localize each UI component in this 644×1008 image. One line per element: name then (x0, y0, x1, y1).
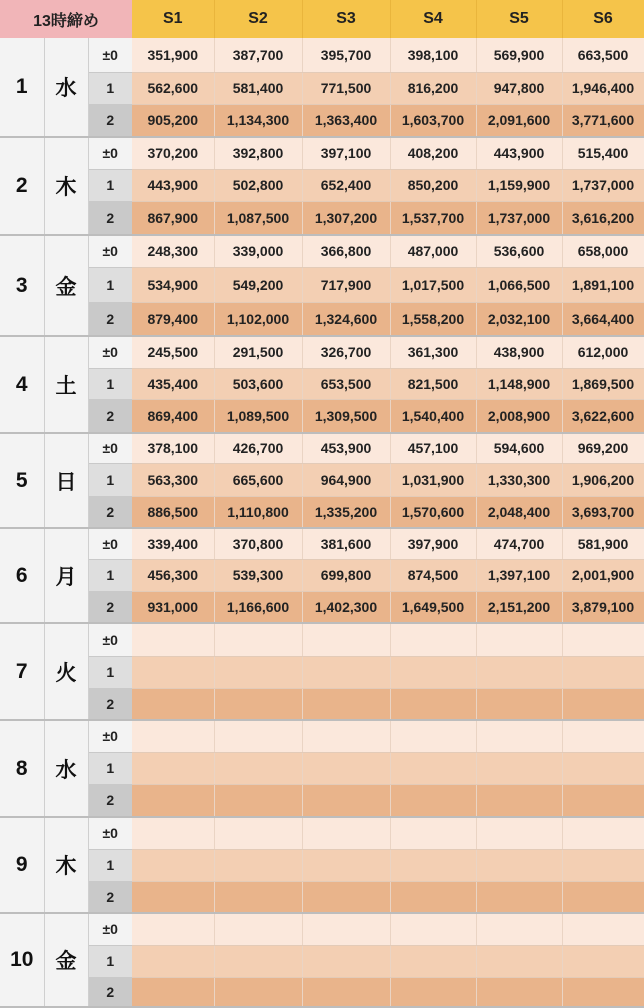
value-cell-s4[interactable]: 1,558,200 (390, 302, 476, 336)
value-cell-s2[interactable]: 549,200 (214, 267, 302, 302)
value-cell-s3[interactable] (302, 977, 390, 1007)
value-cell-s6[interactable]: 3,879,100 (562, 591, 644, 623)
value-cell-s1[interactable] (132, 720, 214, 752)
value-cell-s1[interactable]: 534,900 (132, 267, 214, 302)
table-row (0, 72, 644, 104)
table-row (0, 945, 644, 977)
value-cell-s5[interactable] (476, 977, 562, 1007)
offset-label: ±0 (88, 433, 132, 463)
value-cell-s2[interactable] (214, 849, 302, 881)
offset-label: 2 (88, 104, 132, 137)
value-cell-s2[interactable]: 370,800 (214, 528, 302, 559)
value-cell-s6[interactable] (562, 623, 644, 656)
value-cell-s6[interactable]: 3,693,700 (562, 496, 644, 528)
value-cell-s2[interactable]: 1,166,600 (214, 591, 302, 623)
day-of-week: 金 (44, 235, 88, 336)
value-cell-s4[interactable]: 1,570,600 (390, 496, 476, 528)
value-cell-s2[interactable] (214, 720, 302, 752)
day-number: 7 (0, 623, 44, 720)
value-cell-s2[interactable]: 1,087,500 (214, 201, 302, 235)
value-cell-s1[interactable]: 931,000 (132, 591, 214, 623)
value-cell-s5[interactable]: 1,148,900 (476, 368, 562, 399)
day-number: 4 (0, 336, 44, 433)
value-cell-s6[interactable]: 3,616,200 (562, 201, 644, 235)
table-row (0, 913, 644, 945)
value-cell-s6[interactable]: 612,000 (562, 336, 644, 368)
value-cell-s4[interactable] (390, 688, 476, 720)
value-cell-s6[interactable] (562, 752, 644, 784)
table-row (0, 201, 644, 235)
value-cell-s5[interactable] (476, 784, 562, 817)
value-cell-s2[interactable] (214, 881, 302, 913)
value-cell-s5[interactable]: 2,048,400 (476, 496, 562, 528)
value-cell-s2[interactable]: 539,300 (214, 559, 302, 591)
offset-label: 1 (88, 945, 132, 977)
value-cell-s6[interactable] (562, 656, 644, 688)
table-row (0, 368, 644, 399)
table-row (0, 463, 644, 496)
value-cell-s4[interactable]: 397,900 (390, 528, 476, 559)
value-cell-s4[interactable]: 821,500 (390, 368, 476, 399)
offset-label: 1 (88, 267, 132, 302)
table-row (0, 817, 644, 849)
value-cell-s6[interactable]: 581,900 (562, 528, 644, 559)
offset-label: 1 (88, 463, 132, 496)
value-cell-s6[interactable]: 658,000 (562, 235, 644, 267)
offset-label: 2 (88, 784, 132, 817)
offset-label: ±0 (88, 817, 132, 849)
value-cell-s1[interactable] (132, 784, 214, 817)
value-cell-s3[interactable] (302, 656, 390, 688)
offset-label: ±0 (88, 623, 132, 656)
value-cell-s2[interactable]: 392,800 (214, 137, 302, 169)
value-cell-s2[interactable]: 426,700 (214, 433, 302, 463)
value-cell-s6[interactable] (562, 784, 644, 817)
table-row (0, 591, 644, 623)
value-cell-s2[interactable]: 503,600 (214, 368, 302, 399)
offset-label: 1 (88, 169, 132, 201)
value-cell-s4[interactable]: 1,603,700 (390, 104, 476, 137)
value-cell-s1[interactable] (132, 623, 214, 656)
value-cell-s1[interactable]: 562,600 (132, 72, 214, 104)
value-cell-s2[interactable] (214, 945, 302, 977)
offset-label: 2 (88, 977, 132, 1007)
value-cell-s4[interactable]: 816,200 (390, 72, 476, 104)
table-row (0, 784, 644, 817)
day-of-week: 水 (44, 38, 88, 137)
offset-label: 1 (88, 559, 132, 591)
value-cell-s5[interactable] (476, 623, 562, 656)
value-cell-s5[interactable] (476, 817, 562, 849)
value-cell-s3[interactable]: 381,600 (302, 528, 390, 559)
value-cell-s4[interactable]: 1,540,400 (390, 399, 476, 433)
value-cell-s5[interactable]: 536,600 (476, 235, 562, 267)
value-cell-s3[interactable]: 366,800 (302, 235, 390, 267)
value-cell-s6[interactable]: 515,400 (562, 137, 644, 169)
value-cell-s2[interactable] (214, 913, 302, 945)
value-cell-s3[interactable] (302, 784, 390, 817)
table-body (0, 38, 644, 1007)
value-cell-s6[interactable]: 1,737,000 (562, 169, 644, 201)
value-cell-s3[interactable]: 699,800 (302, 559, 390, 591)
offset-label: ±0 (88, 528, 132, 559)
value-cell-s4[interactable] (390, 817, 476, 849)
day-of-week: 火 (44, 623, 88, 720)
value-cell-s1[interactable] (132, 656, 214, 688)
day-of-week: 金 (44, 913, 88, 1007)
value-cell-s1[interactable]: 339,400 (132, 528, 214, 559)
value-cell-s5[interactable]: 2,032,100 (476, 302, 562, 336)
value-cell-s3[interactable]: 397,100 (302, 137, 390, 169)
value-cell-s5[interactable]: 2,151,200 (476, 591, 562, 623)
value-cell-s6[interactable] (562, 849, 644, 881)
value-cell-s3[interactable] (302, 817, 390, 849)
value-cell-s6[interactable]: 3,622,600 (562, 399, 644, 433)
value-cell-s5[interactable]: 1,330,300 (476, 463, 562, 496)
value-cell-s4[interactable]: 850,200 (390, 169, 476, 201)
value-cell-s5[interactable] (476, 752, 562, 784)
value-cell-s6[interactable]: 663,500 (562, 38, 644, 72)
value-cell-s4[interactable] (390, 881, 476, 913)
value-cell-s3[interactable]: 1,363,400 (302, 104, 390, 137)
value-cell-s6[interactable]: 1,891,100 (562, 267, 644, 302)
value-cell-s4[interactable]: 361,300 (390, 336, 476, 368)
value-cell-s1[interactable] (132, 913, 214, 945)
day-number: 6 (0, 528, 44, 623)
value-cell-s1[interactable]: 905,200 (132, 104, 214, 137)
value-cell-s3[interactable]: 771,500 (302, 72, 390, 104)
table-row (0, 267, 644, 302)
offset-label: ±0 (88, 235, 132, 267)
value-cell-s5[interactable] (476, 688, 562, 720)
value-cell-s4[interactable] (390, 623, 476, 656)
column-header-s5[interactable]: S5 (476, 0, 562, 38)
table-row (0, 496, 644, 528)
value-cell-s6[interactable] (562, 977, 644, 1007)
table-row (0, 528, 644, 559)
value-cell-s3[interactable]: 453,900 (302, 433, 390, 463)
offset-label: 1 (88, 752, 132, 784)
value-cell-s4[interactable] (390, 720, 476, 752)
value-cell-s6[interactable] (562, 688, 644, 720)
value-cell-s3[interactable] (302, 688, 390, 720)
day-of-week: 木 (44, 817, 88, 913)
column-header-s4[interactable]: S4 (390, 0, 476, 38)
value-cell-s1[interactable]: 435,400 (132, 368, 214, 399)
header-row (0, 0, 644, 38)
table-row (0, 752, 644, 784)
table-row (0, 235, 644, 267)
value-cell-s2[interactable]: 1,102,000 (214, 302, 302, 336)
table-row (0, 169, 644, 201)
value-cell-s4[interactable]: 408,200 (390, 137, 476, 169)
value-cell-s1[interactable] (132, 945, 214, 977)
table-row (0, 137, 644, 169)
table-row (0, 720, 644, 752)
value-cell-s2[interactable]: 291,500 (214, 336, 302, 368)
value-cell-s4[interactable]: 487,000 (390, 235, 476, 267)
value-cell-s4[interactable]: 874,500 (390, 559, 476, 591)
value-cell-s5[interactable]: 443,900 (476, 137, 562, 169)
value-cell-s2[interactable] (214, 784, 302, 817)
value-cell-s2[interactable]: 1,134,300 (214, 104, 302, 137)
value-cell-s1[interactable]: 351,900 (132, 38, 214, 72)
table-row (0, 336, 644, 368)
offset-label: 2 (88, 688, 132, 720)
value-cell-s6[interactable]: 1,946,400 (562, 72, 644, 104)
column-header-s6[interactable]: S6 (562, 0, 644, 38)
value-cell-s5[interactable] (476, 656, 562, 688)
value-cell-s4[interactable]: 1,031,900 (390, 463, 476, 496)
value-cell-s4[interactable]: 1,537,700 (390, 201, 476, 235)
value-cell-s6[interactable]: 3,771,600 (562, 104, 644, 137)
value-cell-s6[interactable]: 1,906,200 (562, 463, 644, 496)
table-row (0, 656, 644, 688)
value-cell-s2[interactable]: 502,800 (214, 169, 302, 201)
value-cell-s3[interactable] (302, 623, 390, 656)
value-cell-s2[interactable]: 1,110,800 (214, 496, 302, 528)
offset-label: 2 (88, 399, 132, 433)
value-cell-s3[interactable]: 652,400 (302, 169, 390, 201)
value-cell-s1[interactable] (132, 849, 214, 881)
value-cell-s5[interactable]: 1,159,900 (476, 169, 562, 201)
value-cell-s3[interactable]: 1,335,200 (302, 496, 390, 528)
offset-label: 1 (88, 849, 132, 881)
value-cell-s4[interactable] (390, 752, 476, 784)
day-number: 1 (0, 38, 44, 137)
value-cell-s3[interactable]: 326,700 (302, 336, 390, 368)
table-row (0, 849, 644, 881)
value-cell-s1[interactable]: 563,300 (132, 463, 214, 496)
day-of-week: 木 (44, 137, 88, 235)
value-cell-s1[interactable]: 879,400 (132, 302, 214, 336)
value-cell-s3[interactable]: 717,900 (302, 267, 390, 302)
value-cell-s6[interactable]: 1,869,500 (562, 368, 644, 399)
value-cell-s2[interactable] (214, 656, 302, 688)
value-cell-s5[interactable]: 438,900 (476, 336, 562, 368)
value-cell-s4[interactable]: 1,649,500 (390, 591, 476, 623)
offset-label: ±0 (88, 913, 132, 945)
value-cell-s6[interactable] (562, 913, 644, 945)
value-cell-s3[interactable]: 1,309,500 (302, 399, 390, 433)
day-number: 10 (0, 913, 44, 1007)
value-cell-s6[interactable] (562, 720, 644, 752)
value-cell-s5[interactable] (476, 720, 562, 752)
value-cell-s3[interactable]: 1,307,200 (302, 201, 390, 235)
value-cell-s2[interactable] (214, 688, 302, 720)
day-of-week: 水 (44, 720, 88, 817)
value-cell-s2[interactable] (214, 977, 302, 1007)
value-cell-s5[interactable] (476, 913, 562, 945)
table-row (0, 881, 644, 913)
table-row (0, 688, 644, 720)
value-cell-s1[interactable] (132, 752, 214, 784)
value-cell-s4[interactable] (390, 784, 476, 817)
offset-label: 2 (88, 302, 132, 336)
value-cell-s5[interactable]: 1,066,500 (476, 267, 562, 302)
value-cell-s4[interactable]: 398,100 (390, 38, 476, 72)
value-cell-s3[interactable]: 964,900 (302, 463, 390, 496)
value-cell-s5[interactable] (476, 849, 562, 881)
value-cell-s4[interactable] (390, 913, 476, 945)
offset-label: ±0 (88, 720, 132, 752)
value-cell-s2[interactable]: 665,600 (214, 463, 302, 496)
value-cell-s6[interactable] (562, 881, 644, 913)
offset-label: 1 (88, 72, 132, 104)
value-cell-s3[interactable] (302, 881, 390, 913)
offset-label: ±0 (88, 336, 132, 368)
column-header-s3[interactable]: S3 (302, 0, 390, 38)
value-cell-s3[interactable]: 653,500 (302, 368, 390, 399)
value-cell-s5[interactable] (476, 881, 562, 913)
day-number: 9 (0, 817, 44, 913)
value-cell-s2[interactable]: 387,700 (214, 38, 302, 72)
value-cell-s3[interactable]: 395,700 (302, 38, 390, 72)
value-cell-s1[interactable] (132, 817, 214, 849)
value-cell-s1[interactable]: 248,300 (132, 235, 214, 267)
value-cell-s1[interactable] (132, 881, 214, 913)
value-cell-s3[interactable] (302, 945, 390, 977)
value-cell-s4[interactable]: 1,017,500 (390, 267, 476, 302)
value-cell-s6[interactable]: 3,664,400 (562, 302, 644, 336)
table-row (0, 399, 644, 433)
table-row (0, 623, 644, 656)
day-number: 2 (0, 137, 44, 235)
value-cell-s2[interactable]: 339,000 (214, 235, 302, 267)
day-number: 3 (0, 235, 44, 336)
value-cell-s5[interactable]: 594,600 (476, 433, 562, 463)
value-cell-s6[interactable] (562, 945, 644, 977)
corner-label: 13時締め (0, 0, 132, 38)
value-cell-s2[interactable] (214, 752, 302, 784)
value-cell-s3[interactable] (302, 849, 390, 881)
value-cell-s1[interactable]: 886,500 (132, 496, 214, 528)
column-header-s1[interactable]: S1 (132, 0, 214, 38)
value-cell-s1[interactable]: 456,300 (132, 559, 214, 591)
table-row (0, 104, 644, 137)
value-cell-s1[interactable] (132, 688, 214, 720)
value-cell-s3[interactable] (302, 913, 390, 945)
day-number: 8 (0, 720, 44, 817)
value-cell-s5[interactable]: 947,800 (476, 72, 562, 104)
day-of-week: 日 (44, 433, 88, 528)
offset-label: 2 (88, 201, 132, 235)
value-cell-s1[interactable]: 443,900 (132, 169, 214, 201)
table-row (0, 559, 644, 591)
day-number: 5 (0, 433, 44, 528)
value-cell-s3[interactable]: 1,324,600 (302, 302, 390, 336)
value-cell-s5[interactable]: 474,700 (476, 528, 562, 559)
value-cell-s4[interactable] (390, 656, 476, 688)
value-cell-s4[interactable] (390, 977, 476, 1007)
value-cell-s5[interactable]: 1,737,000 (476, 201, 562, 235)
value-cell-s5[interactable]: 2,008,900 (476, 399, 562, 433)
value-cell-s4[interactable] (390, 945, 476, 977)
table-row (0, 38, 644, 72)
value-cell-s2[interactable] (214, 623, 302, 656)
value-cell-s1[interactable]: 867,900 (132, 201, 214, 235)
value-cell-s4[interactable] (390, 849, 476, 881)
column-header-s2[interactable]: S2 (214, 0, 302, 38)
day-of-week: 月 (44, 528, 88, 623)
offset-label: ±0 (88, 38, 132, 72)
value-cell-s2[interactable]: 581,400 (214, 72, 302, 104)
value-cell-s5[interactable]: 2,091,600 (476, 104, 562, 137)
offset-label: 1 (88, 656, 132, 688)
value-cell-s1[interactable]: 245,500 (132, 336, 214, 368)
value-cell-s6[interactable]: 2,001,900 (562, 559, 644, 591)
table-row (0, 977, 644, 1007)
offset-label: ±0 (88, 137, 132, 169)
offset-label: 2 (88, 496, 132, 528)
value-cell-s6[interactable]: 969,200 (562, 433, 644, 463)
value-cell-s2[interactable] (214, 817, 302, 849)
value-cell-s5[interactable]: 1,397,100 (476, 559, 562, 591)
table-row (0, 433, 644, 463)
value-cell-s1[interactable]: 370,200 (132, 137, 214, 169)
value-cell-s4[interactable]: 457,100 (390, 433, 476, 463)
value-cell-s1[interactable] (132, 977, 214, 1007)
value-cell-s3[interactable]: 1,402,300 (302, 591, 390, 623)
value-cell-s5[interactable]: 569,900 (476, 38, 562, 72)
value-cell-s2[interactable]: 1,089,500 (214, 399, 302, 433)
value-cell-s1[interactable]: 378,100 (132, 433, 214, 463)
value-cell-s3[interactable] (302, 720, 390, 752)
table-row (0, 302, 644, 336)
value-cell-s3[interactable] (302, 752, 390, 784)
value-cell-s6[interactable] (562, 817, 644, 849)
offset-label: 2 (88, 881, 132, 913)
offset-label: 1 (88, 368, 132, 399)
value-cell-s1[interactable]: 869,400 (132, 399, 214, 433)
day-of-week: 土 (44, 336, 88, 433)
value-cell-s5[interactable] (476, 945, 562, 977)
offset-label: 2 (88, 591, 132, 623)
